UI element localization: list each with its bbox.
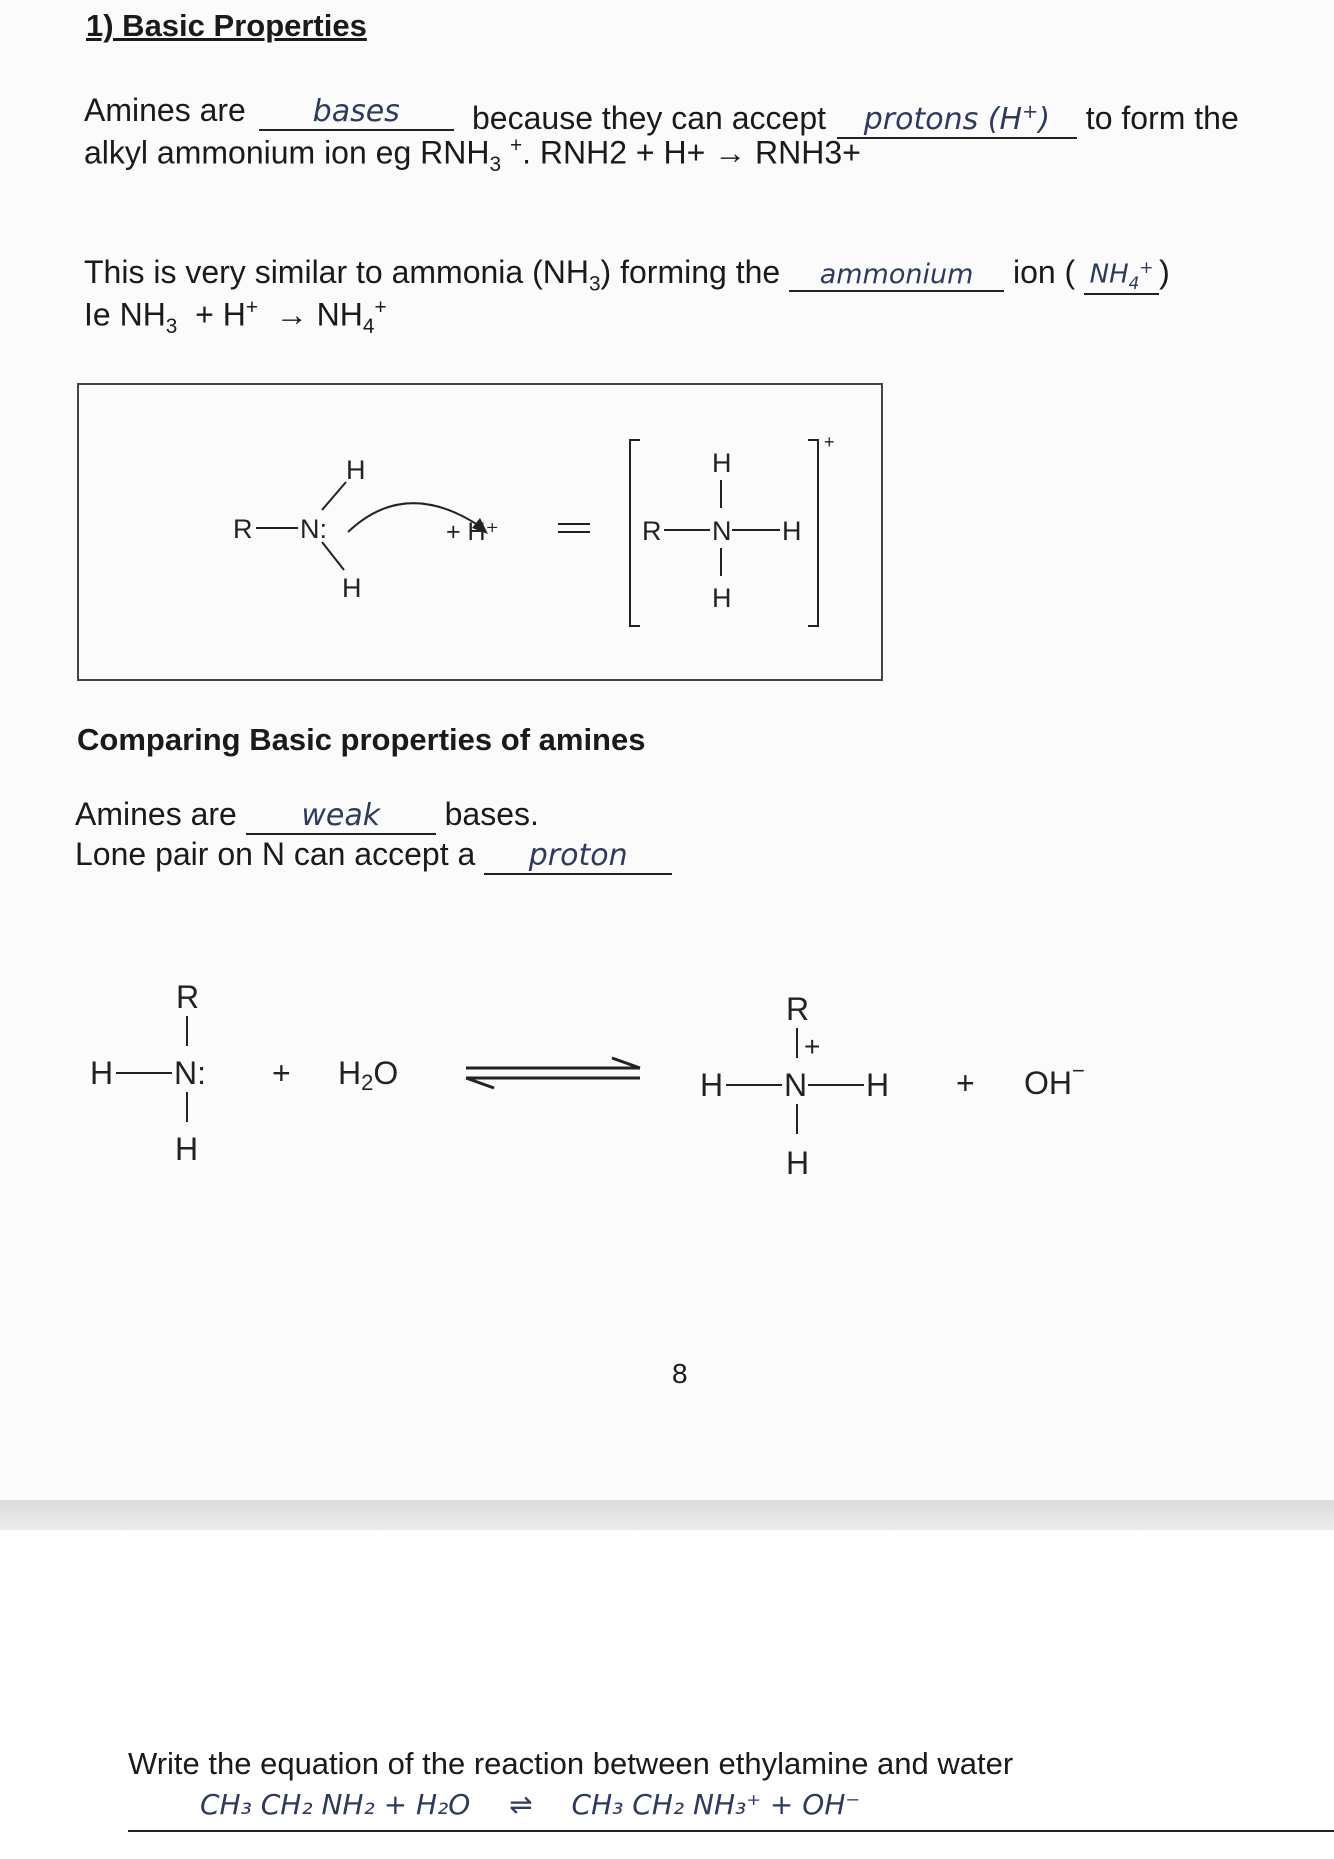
line1-text-a: Amines are <box>84 92 246 128</box>
line3-text-b: ) forming the <box>600 254 781 290</box>
right-bracket <box>808 440 818 626</box>
page-gap <box>0 1500 1334 1530</box>
answer-line <box>128 1830 1334 1832</box>
question-prompt: Write the equation of the reaction between ethylamine and water <box>128 1746 1014 1781</box>
answer-bases: bases <box>259 94 454 131</box>
product-plus: + <box>956 1065 975 1101</box>
product-r: R <box>786 991 810 1027</box>
line4-sup-b: + <box>245 296 258 319</box>
answer-protons-text: protons (H <box>863 102 1023 137</box>
protonation-diagram <box>76 382 884 682</box>
left-bracket <box>630 440 640 626</box>
line2-sup: + <box>509 134 523 157</box>
product-h-bottom: H <box>786 1145 810 1181</box>
diagram-h-bottom: H <box>342 573 362 603</box>
water-sub: 2 <box>361 1070 374 1095</box>
text-line-3 <box>84 254 1170 296</box>
water <box>338 1055 398 1095</box>
answer-protons <box>837 100 1077 139</box>
answer-protons-sup: + <box>1022 100 1039 123</box>
bond-n-h-top <box>322 482 346 510</box>
product-h-left: H <box>700 1067 724 1103</box>
text-line-2 <box>84 134 861 177</box>
answer-weak: weak <box>246 798 436 835</box>
lone-pair-line <box>75 836 672 875</box>
answer-ammonium: ammonium <box>789 259 1004 292</box>
text-line-4 <box>84 296 387 339</box>
page-number: 8 <box>672 1358 688 1389</box>
line3-text-a: This is very similar to ammonia (NH <box>84 254 589 290</box>
weak-line-text-b: bases. <box>444 796 539 832</box>
ion-n: N <box>712 516 732 546</box>
answer-nh4-sub: 4 <box>1128 273 1140 294</box>
product-charge: + <box>804 1031 821 1062</box>
water-o: O <box>373 1055 399 1091</box>
line2-text-a: alkyl ammonium ion eg RNH <box>84 134 490 171</box>
product-n: N <box>784 1067 808 1103</box>
line1-text-b: because they can accept <box>472 100 827 136</box>
worksheet-page-2 <box>0 1530 1334 1859</box>
answer-nh4 <box>1084 257 1159 295</box>
answer-proton: proton <box>484 838 672 875</box>
amine-n-lone: N: <box>174 1055 206 1091</box>
answer-arrow: ⇌ <box>509 1788 533 1821</box>
ion-h-bottom: H <box>712 583 732 613</box>
diagram-r: R <box>233 514 253 544</box>
line4-text-b: + H <box>195 296 246 333</box>
answer-rhs: CH₃ CH₂ NH₃⁺ + OH⁻ <box>571 1788 861 1821</box>
diagram-h-plus: + H⁺ <box>446 518 499 546</box>
water-h: H <box>338 1055 362 1091</box>
diagram-h-top: H <box>346 455 366 485</box>
lone-pair-text: Lone pair on N can accept a <box>75 836 476 872</box>
product-h-right: H <box>866 1067 890 1103</box>
line2-text-b: . RNH2 + H+ → RNH3+ <box>522 134 861 171</box>
line3-text-c: ion ( <box>1012 254 1076 290</box>
line4-sub-c: 4 <box>362 315 375 339</box>
line4-sub-a: 3 <box>165 315 178 339</box>
line4-sup-c: + <box>374 296 387 319</box>
hydroxide <box>1024 1058 1085 1101</box>
ion-charge: + <box>824 432 835 452</box>
line1-text-c: to form the <box>1085 100 1239 136</box>
hydroxide-oh: OH <box>1024 1065 1072 1101</box>
amine-h-left: H <box>90 1055 114 1091</box>
amine-r: R <box>176 979 200 1015</box>
answer-protons-close: ) <box>1038 102 1051 137</box>
amine-water-reaction <box>80 970 1140 1210</box>
line4-text-a: Ie NH <box>84 296 166 333</box>
ion-h-top: H <box>712 448 732 478</box>
ion-h-right: H <box>782 516 802 546</box>
line2-sub: 3 <box>489 153 502 177</box>
diagram-n-lone: N: <box>300 514 327 544</box>
line3-sub: 3 <box>588 272 601 296</box>
hydroxide-charge: − <box>1072 1058 1085 1083</box>
answer-nh4-text: NH <box>1089 260 1129 290</box>
line4-text-c: → NH <box>275 296 363 333</box>
line3-text-d: ) <box>1159 254 1170 290</box>
ion-r: R <box>642 516 662 546</box>
text-line-1 <box>84 92 454 131</box>
amine-h-bottom: H <box>175 1131 199 1167</box>
section-heading-basic-properties: 1) Basic Properties <box>86 8 367 43</box>
section-heading-comparing: Comparing Basic properties of amines <box>77 722 646 757</box>
answer-lhs: CH₃ CH₂ NH₂ + H₂O <box>200 1788 471 1821</box>
bond-n-h-bottom <box>322 542 344 570</box>
reactant-plus: + <box>272 1055 291 1091</box>
weak-line-text-a: Amines are <box>75 796 237 832</box>
answer-nh4-sup: + <box>1139 257 1154 278</box>
weak-bases-line <box>75 796 539 835</box>
question-answer <box>200 1788 860 1821</box>
